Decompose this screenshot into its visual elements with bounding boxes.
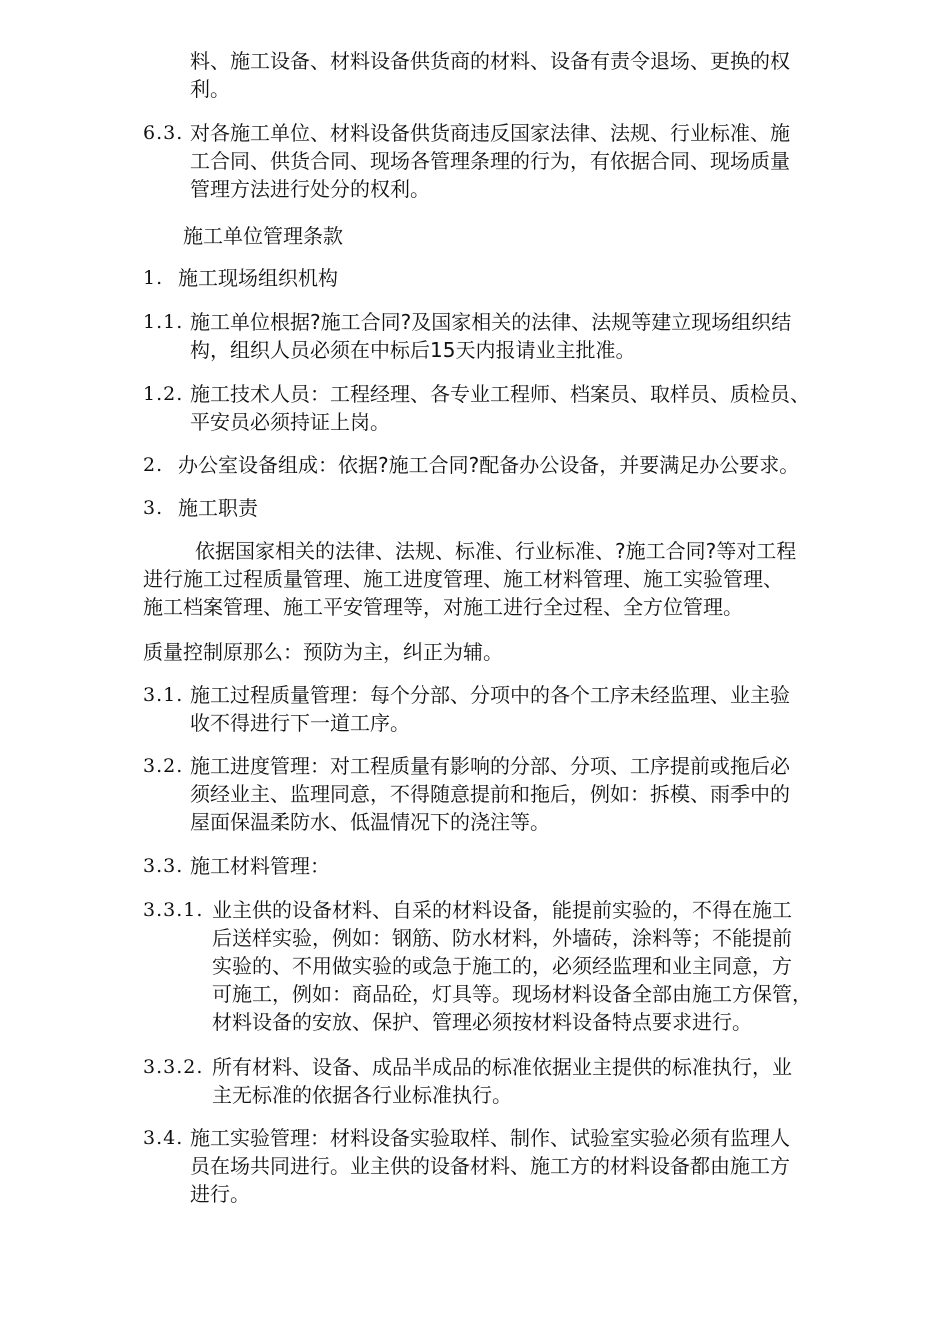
clause-3-2 — [143, 752, 903, 836]
body-paragraph: 依据国家相关的法律、法规、标准、行业标准、?施工合同?等对工程 进行施工过程质量管理、施工进度管理、施工材料管理、施工实验管理、 施工档案管理、施工平安管理等，对施工进行全过程、全方位管理。 — [143, 539, 797, 619]
paragraph-continuation: 料、施工设备、材料设备供货商的材料、设备有责令退场、更换的权 利。 — [190, 49, 790, 101]
clause-number: 3.3.1. — [143, 899, 204, 921]
clause-number: 6.3. — [143, 122, 184, 144]
clause-number: 3.1. — [143, 684, 184, 706]
clause-3-3 — [143, 852, 903, 880]
clause-number: 1.2. — [143, 383, 184, 405]
clause-text: 施工材料管理： — [190, 854, 330, 878]
clause-text: 对各施工单位、材料设备供货商违反国家法律、法规、行业标准、施 工合同、供货合同、现场各管理条理的行为，有依据合同、现场质量 管理方法进行处分的权利。 — [190, 121, 790, 201]
clause-number: 3.4. — [143, 1127, 184, 1149]
body-paragraph: 质量控制原那么：预防为主，纠正为辅。 — [143, 640, 503, 664]
section-1 — [143, 264, 903, 292]
section-number: 1. — [143, 267, 164, 289]
clause-3-3-2 — [143, 1053, 903, 1109]
section-number: 2. — [143, 454, 164, 476]
clause-text: 施工单位根据?施工合同?及国家相关的法律、法规等建立现场组织结 构，组织人员必须在中标后15天内报请业主批准。 — [190, 310, 792, 362]
section-title: 施工职责 — [178, 496, 258, 520]
clause-text: 施工技术人员：工程经理、各专业工程师、档案员、取样员、质检员、 平安员必须持证上岗。 — [190, 382, 810, 434]
section-heading: 施工单位管理条款 — [183, 224, 343, 248]
clause-text: 施工过程质量管理：每个分部、分项中的各个工序未经监理、业主验 收不得进行下一道工序。 — [190, 683, 790, 735]
clause-text: 所有材料、设备、成品半成品的标准依据业主提供的标准执行，业 主无标准的依据各行业标准执行。 — [212, 1055, 792, 1107]
clause-3-1 — [143, 681, 903, 737]
clause-number: 3.3.2. — [143, 1056, 204, 1078]
section-number: 3. — [143, 497, 164, 519]
clause-number: 3.3. — [143, 855, 184, 877]
clause-1-2 — [143, 380, 903, 436]
clause-3-3-1 — [143, 896, 903, 1036]
clause-text: 施工进度管理：对工程质量有影响的分部、分项、工序提前或拖后必 须经业主、监理同意，不得随意提前和拖后，例如：拆模、雨季中的 屋面保温柔防水、低温情况下的浇注等。 — [190, 754, 790, 834]
clause-number: 1.1. — [143, 311, 184, 333]
clause-text: 业主供的设备材料、自采的材料设备，能提前实验的，不得在施工 后送样实验，例如：钢筋、防水材料，外墙砖，涂料等；不能提前 实验的、不用做实验的或急于施工的，必须经监理和业主同意，方 可施工，例如：商品砼，灯具等。现场材料设备全部由施工方保管， 材料设备的安放、保护、管理必须按材料设备特点要求进行。 — [212, 898, 812, 1034]
clause-6-3 — [143, 119, 903, 203]
section-title: 施工现场组织机构 — [178, 266, 338, 290]
clause-1-1 — [143, 308, 903, 364]
section-2 — [143, 451, 903, 479]
section-text: 办公室设备组成：依据?施工合同?配备办公设备，并要满足办公要求。 — [178, 453, 800, 477]
clause-text: 施工实验管理：材料设备实验取样、制作、试验室实验必须有监理人 员在场共同进行。业主供的设备材料、施工方的材料设备都由施工方 进行。 — [190, 1126, 790, 1206]
section-3 — [143, 494, 903, 522]
clause-3-4 — [143, 1124, 903, 1208]
clause-number: 3.2. — [143, 755, 184, 777]
